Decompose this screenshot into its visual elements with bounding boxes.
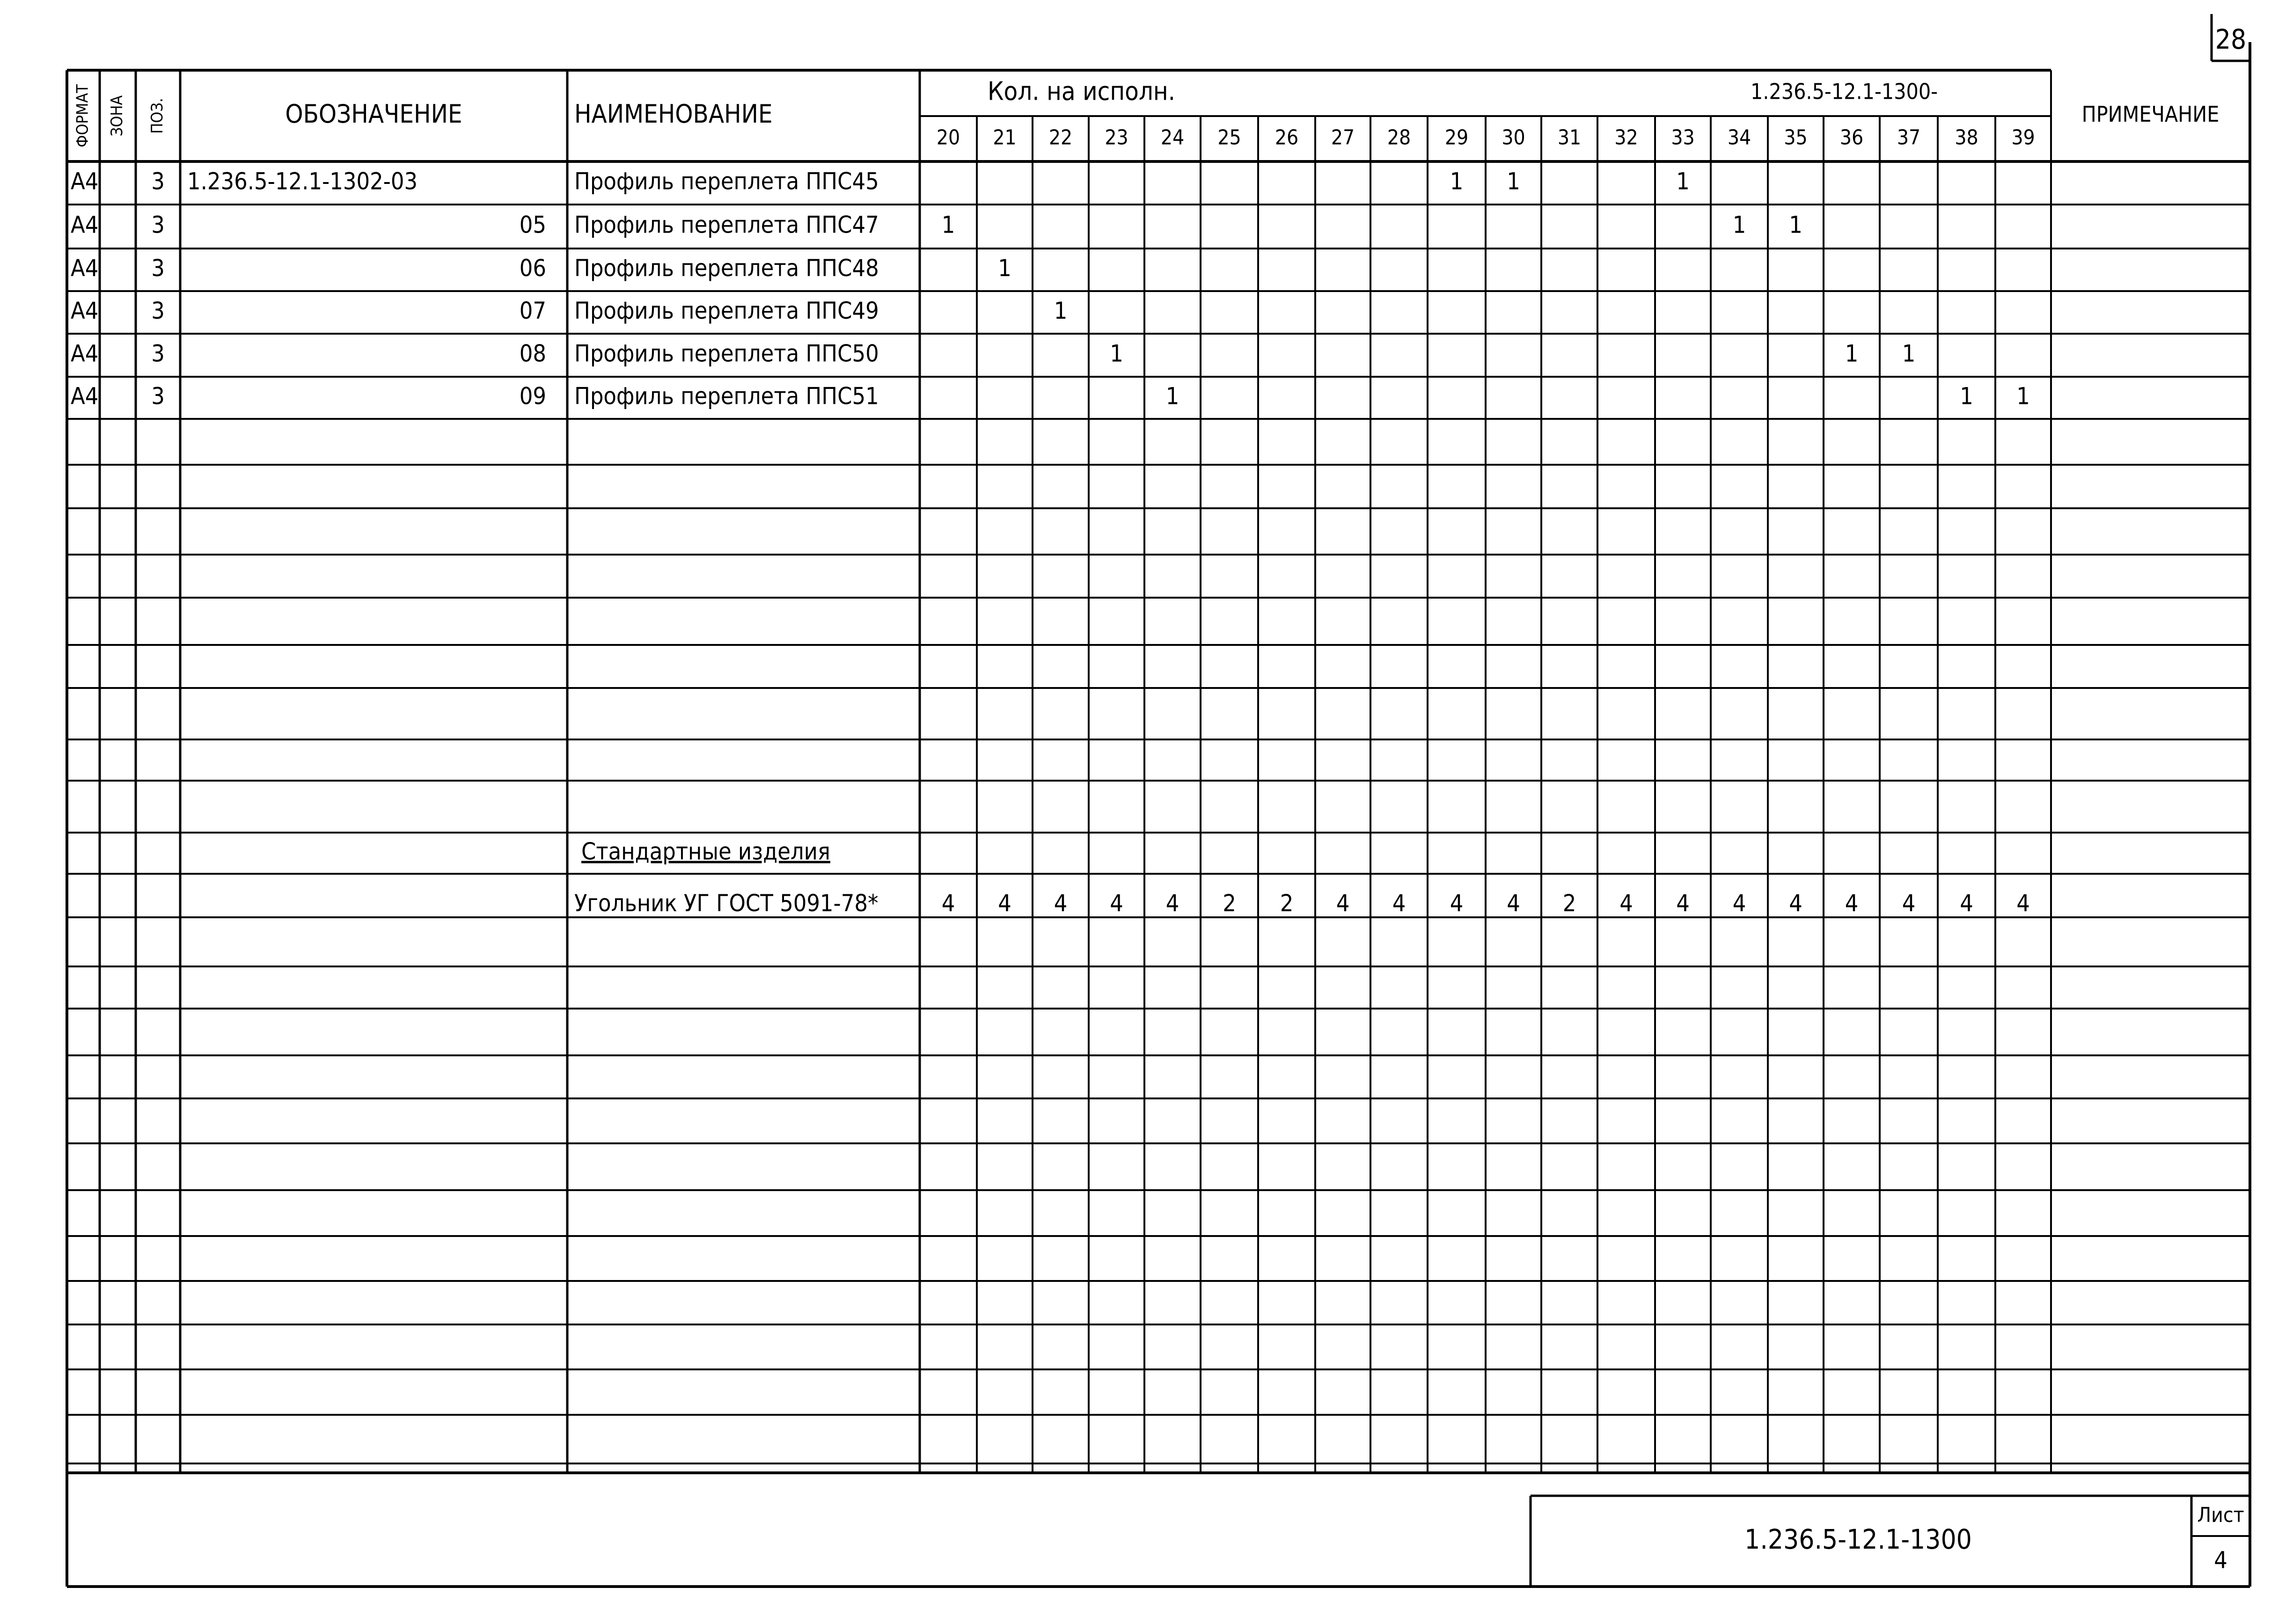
standard-item-qty: 4 [1902, 890, 1916, 917]
standard-item-qty: 2 [1562, 890, 1576, 917]
row-name: Профиль переплета ППС49 [574, 297, 879, 324]
row-qty: 1 [1054, 297, 1068, 324]
standard-item-qty: 4 [1507, 890, 1520, 917]
title-block-sheet-number: 4 [2214, 1546, 2227, 1574]
row-format: А4 [71, 168, 99, 195]
row-qty: 1 [1110, 340, 1123, 367]
row-qty: 1 [1789, 211, 1802, 239]
variant-number: 23 [1105, 125, 1128, 150]
variant-number: 20 [936, 125, 960, 150]
row-format: А4 [71, 382, 99, 410]
standard-item-name: Угольник УГ ГОСТ 5091-78* [574, 890, 879, 917]
variant-number: 31 [1557, 125, 1582, 150]
variant-number: 35 [1784, 125, 1808, 150]
row-qty: 1 [1165, 382, 1179, 410]
variant-number: 27 [1331, 125, 1355, 150]
variant-number: 26 [1275, 125, 1299, 150]
standard-item-qty: 4 [1165, 890, 1179, 917]
page-number: 28 [2215, 23, 2247, 56]
row-name: Профиль переплета ППС51 [574, 382, 879, 410]
row-qty: 1 [941, 211, 955, 239]
row-qty: 1 [1507, 168, 1520, 195]
header-qty-title: Кол. на исполн. [988, 76, 1176, 106]
standard-item-qty: 4 [1450, 890, 1464, 917]
variant-number: 38 [1955, 125, 1978, 150]
standard-item-qty: 2 [1223, 890, 1236, 917]
row-name: Профиль переплета ППС47 [574, 211, 879, 239]
row-qty: 1 [1960, 382, 1973, 410]
variant-number: 21 [993, 125, 1017, 150]
row-qty: 1 [2016, 382, 2030, 410]
row-format: А4 [71, 297, 99, 324]
row-designation: 06 [519, 255, 546, 282]
standard-item-qty: 4 [941, 890, 955, 917]
standard-item-qty: 4 [1110, 890, 1123, 917]
standard-item-qty: 4 [1676, 890, 1690, 917]
variant-number: 29 [1444, 125, 1469, 150]
header-name: НАИМЕНОВАНИЕ [574, 99, 773, 129]
standard-item-qty: 4 [998, 890, 1011, 917]
row-qty: 1 [998, 255, 1011, 282]
standard-item-qty: 4 [1789, 890, 1802, 917]
row-pos: 3 [151, 211, 165, 239]
header-format: ФОРМАТ [73, 84, 92, 147]
row-designation: 08 [519, 340, 546, 367]
row-qty: 1 [1902, 340, 1916, 367]
section-title: Стандартные изделия [581, 838, 830, 865]
standard-item-qty: 2 [1280, 890, 1294, 917]
header-zone: ЗОНА [108, 95, 126, 137]
row-name: Профиль переплета ППС45 [574, 168, 879, 195]
row-designation: 09 [519, 382, 546, 410]
row-name: Профиль переплета ППС48 [574, 255, 879, 282]
variant-number: 30 [1502, 125, 1525, 150]
table-text [71, 23, 2246, 1573]
row-format: А4 [71, 255, 99, 282]
row-pos: 3 [151, 297, 165, 324]
header-designation: ОБОЗНАЧЕНИЕ [285, 99, 462, 129]
header-note: ПРИМЕЧАНИЕ [2081, 102, 2220, 127]
standard-item-qty: 4 [1845, 890, 1859, 917]
row-qty: 1 [1676, 168, 1690, 195]
row-designation: 07 [519, 297, 546, 324]
row-pos: 3 [151, 382, 165, 410]
standard-item-qty: 4 [1960, 890, 1973, 917]
variant-number: 33 [1671, 125, 1695, 150]
variant-number: 34 [1727, 125, 1751, 150]
title-block-doc-number: 1.236.5-12.1-1300 [1744, 1523, 1972, 1556]
row-format: А4 [71, 340, 99, 367]
variant-number: 36 [1839, 125, 1864, 150]
row-qty: 1 [1450, 168, 1464, 195]
standard-item-qty: 4 [1732, 890, 1746, 917]
row-pos: 3 [151, 168, 165, 195]
header-pos: ПОЗ. [148, 98, 167, 134]
title-block-sheet-label: Лист [2197, 1503, 2244, 1527]
variant-number: 37 [1897, 125, 1921, 150]
variant-number: 25 [1217, 125, 1241, 150]
row-qty: 1 [1845, 340, 1859, 367]
table-grid [67, 14, 2250, 1587]
variant-number: 39 [2011, 125, 2035, 150]
row-designation: 1.236.5-12.1-1302-03 [187, 168, 418, 195]
row-format: А4 [71, 211, 99, 239]
standard-item-qty: 4 [2016, 890, 2030, 917]
row-designation: 05 [519, 211, 546, 239]
row-pos: 3 [151, 255, 165, 282]
variant-number: 28 [1387, 125, 1411, 150]
row-pos: 3 [151, 340, 165, 367]
header-qty-doc: 1.236.5-12.1-1300- [1751, 79, 1938, 104]
row-qty: 1 [1732, 211, 1746, 239]
standard-item-qty: 4 [1619, 890, 1633, 917]
row-name: Профиль переплета ППС50 [574, 340, 879, 367]
standard-item-qty: 4 [1392, 890, 1406, 917]
standard-item-qty: 4 [1336, 890, 1350, 917]
variant-number: 24 [1160, 125, 1185, 150]
variant-number: 22 [1048, 125, 1073, 150]
standard-item-qty: 4 [1054, 890, 1068, 917]
variant-number: 32 [1614, 125, 1638, 150]
